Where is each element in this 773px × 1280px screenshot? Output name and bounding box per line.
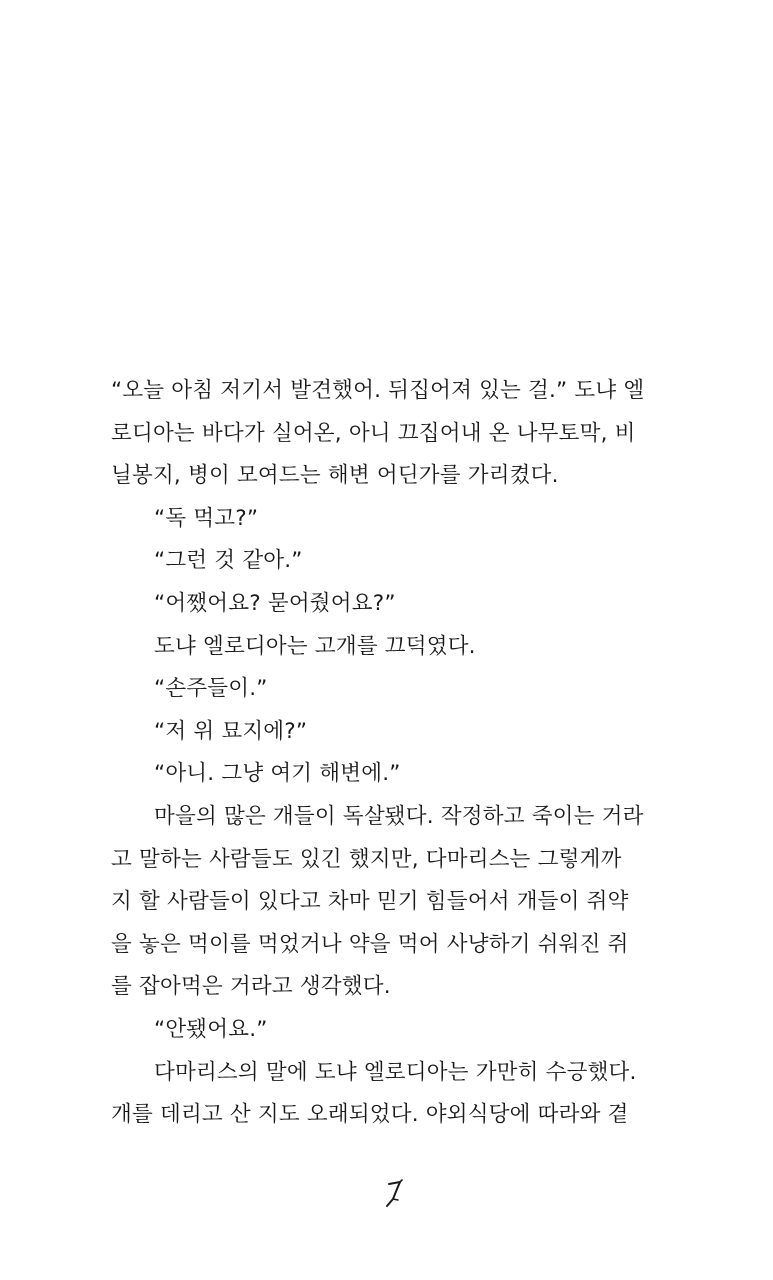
body-text <box>111 370 686 1137</box>
text-line: “저 위 묘지에?” <box>154 718 308 744</box>
text-line: 을 놓은 먹이를 먹었거나 약을 먹어 사냥하기 쉬워진 쥐 <box>111 931 629 957</box>
text-line: 닐봉지, 병이 모여드는 해변 어딘가를 가리켰다. <box>111 463 559 489</box>
text-line: “손주들이.” <box>154 676 268 702</box>
text-line: 고 말하는 사람들도 있긴 했지만, 다마리스는 그렇게까 <box>111 846 622 872</box>
bird-icon <box>380 1178 410 1210</box>
text-line: 개를 데리고 산 지도 오래되었다. 야외식당에 따라와 곁 <box>111 1102 629 1128</box>
text-line: “안됐어요.” <box>154 1016 268 1042</box>
text-line: 도냐 엘로디아는 고개를 끄덕였다. <box>154 633 476 659</box>
text-line: 를 잡아먹은 거라고 생각했다. <box>111 974 391 1000</box>
text-line: “오늘 아침 저기서 발견했어. 뒤집어져 있는 걸.” 도냐 엘 <box>111 378 645 403</box>
text-line: “어쨌어요? 묻어줬어요?” <box>154 590 396 616</box>
text-line: “아니. 그냥 여기 해변에.” <box>154 761 401 787</box>
text-line: 로디아는 바다가 실어온, 아니 끄집어내 온 나무토막, 비 <box>111 420 636 446</box>
text-line: 다마리스의 말에 도냐 엘로디아는 가만히 수긍했다. <box>154 1059 637 1085</box>
text-line: “그런 것 같아.” <box>154 548 303 574</box>
text-line: 마을의 많은 개들이 독살됐다. 작정하고 죽이는 거라 <box>154 803 644 829</box>
text-line: 지 할 사람들이 있다고 차마 믿기 힘들어서 개들이 쥐약 <box>111 889 629 915</box>
text-line: “독 먹고?” <box>154 505 259 531</box>
